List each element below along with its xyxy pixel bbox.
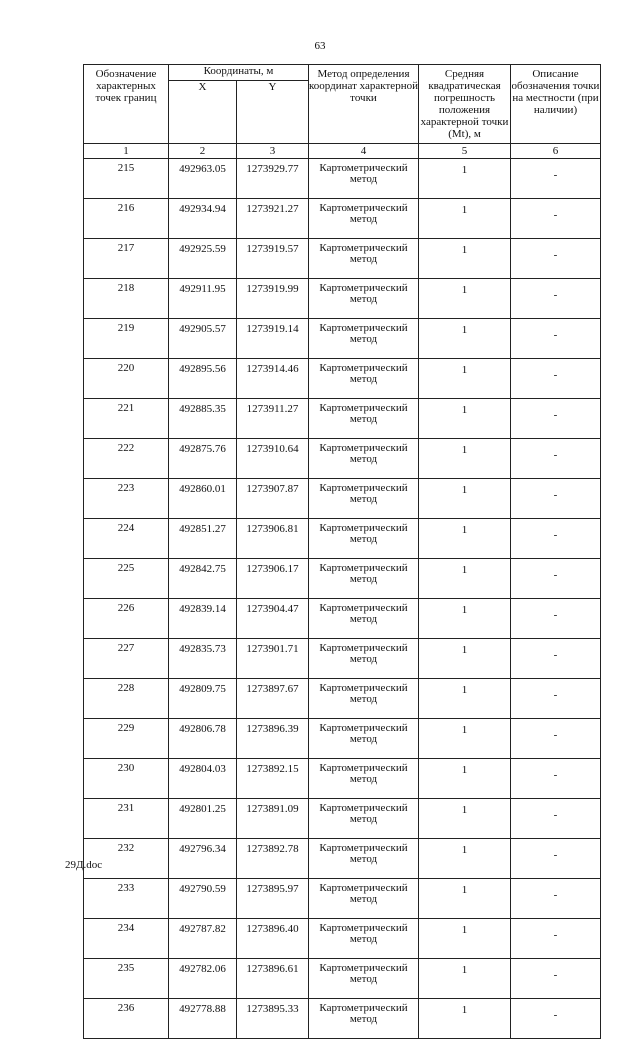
x-cell: 492885.35 bbox=[169, 399, 237, 439]
description-cell: - bbox=[511, 559, 601, 599]
x-cell: 492842.75 bbox=[169, 559, 237, 599]
description-cell: - bbox=[511, 639, 601, 679]
method-cell: Картометрический метод bbox=[309, 239, 419, 279]
y-cell: 1273904.47 bbox=[237, 599, 309, 639]
y-cell: 1273906.17 bbox=[237, 559, 309, 599]
table-row bbox=[84, 799, 601, 839]
description-cell: - bbox=[511, 519, 601, 559]
x-cell: 492801.25 bbox=[169, 799, 237, 839]
description-cell: - bbox=[511, 719, 601, 759]
accuracy-cell: 1 bbox=[419, 319, 511, 359]
method-cell: Картометрический метод bbox=[309, 519, 419, 559]
accuracy-cell: 1 bbox=[419, 599, 511, 639]
x-cell: 492796.34 bbox=[169, 839, 237, 879]
y-cell: 1273919.14 bbox=[237, 319, 309, 359]
table-row bbox=[84, 839, 601, 879]
accuracy-cell: 1 bbox=[419, 399, 511, 439]
point-cell: 226 bbox=[84, 599, 169, 639]
x-cell: 492839.14 bbox=[169, 599, 237, 639]
method-cell: Картометрический метод bbox=[309, 399, 419, 439]
method-cell: Картометрический метод bbox=[309, 719, 419, 759]
x-cell: 492851.27 bbox=[169, 519, 237, 559]
header-point: Обозначение характерных точек границ bbox=[84, 65, 169, 144]
y-cell: 1273919.57 bbox=[237, 239, 309, 279]
table-row bbox=[84, 639, 601, 679]
column-number-row bbox=[84, 144, 601, 159]
accuracy-cell: 1 bbox=[419, 919, 511, 959]
table-row bbox=[84, 519, 601, 559]
point-cell: 230 bbox=[84, 759, 169, 799]
table-row bbox=[84, 559, 601, 599]
accuracy-cell: 1 bbox=[419, 359, 511, 399]
column-number: 1 bbox=[84, 144, 169, 159]
point-cell: 217 bbox=[84, 239, 169, 279]
accuracy-cell: 1 bbox=[419, 679, 511, 719]
y-cell: 1273896.61 bbox=[237, 959, 309, 999]
accuracy-cell: 1 bbox=[419, 639, 511, 679]
y-cell: 1273896.40 bbox=[237, 919, 309, 959]
y-cell: 1273906.81 bbox=[237, 519, 309, 559]
accuracy-cell: 1 bbox=[419, 959, 511, 999]
method-cell: Картометрический метод bbox=[309, 799, 419, 839]
method-cell: Картометрический метод bbox=[309, 159, 419, 199]
point-cell: 222 bbox=[84, 439, 169, 479]
method-cell: Картометрический метод bbox=[309, 359, 419, 399]
description-cell: - bbox=[511, 919, 601, 959]
accuracy-cell: 1 bbox=[419, 239, 511, 279]
method-cell: Картометрический метод bbox=[309, 199, 419, 239]
y-cell: 1273897.67 bbox=[237, 679, 309, 719]
method-cell: Картометрический метод bbox=[309, 999, 419, 1039]
accuracy-cell: 1 bbox=[419, 719, 511, 759]
method-cell: Картометрический метод bbox=[309, 279, 419, 319]
method-cell: Картометрический метод bbox=[309, 679, 419, 719]
point-cell: 227 bbox=[84, 639, 169, 679]
method-cell: Картометрический метод bbox=[309, 639, 419, 679]
x-cell: 492806.78 bbox=[169, 719, 237, 759]
x-cell: 492925.59 bbox=[169, 239, 237, 279]
column-number: 2 bbox=[169, 144, 237, 159]
point-cell: 220 bbox=[84, 359, 169, 399]
point-cell: 228 bbox=[84, 679, 169, 719]
column-number: 3 bbox=[237, 144, 309, 159]
description-cell: - bbox=[511, 239, 601, 279]
point-cell: 236 bbox=[84, 999, 169, 1039]
accuracy-cell: 1 bbox=[419, 479, 511, 519]
y-cell: 1273907.87 bbox=[237, 479, 309, 519]
column-number: 4 bbox=[309, 144, 419, 159]
point-cell: 218 bbox=[84, 279, 169, 319]
x-cell: 492963.05 bbox=[169, 159, 237, 199]
description-cell: - bbox=[511, 959, 601, 999]
y-cell: 1273921.27 bbox=[237, 199, 309, 239]
point-cell: 224 bbox=[84, 519, 169, 559]
accuracy-cell: 1 bbox=[419, 799, 511, 839]
description-cell: - bbox=[511, 679, 601, 719]
x-cell: 492860.01 bbox=[169, 479, 237, 519]
table-row bbox=[84, 159, 601, 199]
description-cell: - bbox=[511, 279, 601, 319]
x-cell: 492809.75 bbox=[169, 679, 237, 719]
method-cell: Картометрический метод bbox=[309, 599, 419, 639]
accuracy-cell: 1 bbox=[419, 519, 511, 559]
x-cell: 492911.95 bbox=[169, 279, 237, 319]
table-row bbox=[84, 239, 601, 279]
description-cell: - bbox=[511, 159, 601, 199]
y-cell: 1273911.27 bbox=[237, 399, 309, 439]
x-cell: 492778.88 bbox=[169, 999, 237, 1039]
accuracy-cell: 1 bbox=[419, 839, 511, 879]
table-row bbox=[84, 679, 601, 719]
x-cell: 492804.03 bbox=[169, 759, 237, 799]
footer-filename: 29Д.doc bbox=[65, 859, 103, 871]
table-row bbox=[84, 279, 601, 319]
table-row bbox=[84, 999, 601, 1039]
x-cell: 492905.57 bbox=[169, 319, 237, 359]
column-number: 5 bbox=[419, 144, 511, 159]
x-cell: 492895.56 bbox=[169, 359, 237, 399]
description-cell: - bbox=[511, 599, 601, 639]
description-cell: - bbox=[511, 319, 601, 359]
method-cell: Картометрический метод bbox=[309, 759, 419, 799]
point-cell: 233 bbox=[84, 879, 169, 919]
y-cell: 1273891.09 bbox=[237, 799, 309, 839]
header-description: Описание обозначения точки на местности (при наличии) bbox=[511, 65, 601, 144]
description-cell: - bbox=[511, 839, 601, 879]
method-cell: Картометрический метод bbox=[309, 959, 419, 999]
point-cell: 223 bbox=[84, 479, 169, 519]
method-cell: Картометрический метод bbox=[309, 559, 419, 599]
x-cell: 492787.82 bbox=[169, 919, 237, 959]
table-row bbox=[84, 879, 601, 919]
y-cell: 1273896.39 bbox=[237, 719, 309, 759]
accuracy-cell: 1 bbox=[419, 279, 511, 319]
table-row bbox=[84, 719, 601, 759]
point-cell: 229 bbox=[84, 719, 169, 759]
table-row bbox=[84, 399, 601, 439]
point-cell: 234 bbox=[84, 919, 169, 959]
table-row bbox=[84, 599, 601, 639]
coordinates-table bbox=[83, 64, 601, 1039]
y-cell: 1273892.15 bbox=[237, 759, 309, 799]
point-cell: 221 bbox=[84, 399, 169, 439]
y-cell: 1273895.33 bbox=[237, 999, 309, 1039]
method-cell: Картометрический метод bbox=[309, 319, 419, 359]
header-y: Y bbox=[237, 81, 309, 144]
description-cell: - bbox=[511, 759, 601, 799]
column-number: 6 bbox=[511, 144, 601, 159]
description-cell: - bbox=[511, 999, 601, 1039]
y-cell: 1273929.77 bbox=[237, 159, 309, 199]
point-cell: 216 bbox=[84, 199, 169, 239]
x-cell: 492875.76 bbox=[169, 439, 237, 479]
table-row bbox=[84, 759, 601, 799]
table-row bbox=[84, 319, 601, 359]
method-cell: Картометрический метод bbox=[309, 439, 419, 479]
x-cell: 492934.94 bbox=[169, 199, 237, 239]
y-cell: 1273910.64 bbox=[237, 439, 309, 479]
page-number: 63 bbox=[314, 40, 326, 52]
y-cell: 1273914.46 bbox=[237, 359, 309, 399]
method-cell: Картометрический метод bbox=[309, 479, 419, 519]
method-cell: Картометрический метод bbox=[309, 879, 419, 919]
accuracy-cell: 1 bbox=[419, 999, 511, 1039]
table-row bbox=[84, 919, 601, 959]
point-cell: 231 bbox=[84, 799, 169, 839]
point-cell: 232 bbox=[84, 839, 169, 879]
point-cell: 235 bbox=[84, 959, 169, 999]
description-cell: - bbox=[511, 799, 601, 839]
description-cell: - bbox=[511, 439, 601, 479]
point-cell: 219 bbox=[84, 319, 169, 359]
x-cell: 492782.06 bbox=[169, 959, 237, 999]
table-row bbox=[84, 959, 601, 999]
table-row bbox=[84, 479, 601, 519]
header-coordinates: Координаты, м bbox=[169, 65, 309, 81]
table-row bbox=[84, 359, 601, 399]
method-cell: Картометрический метод bbox=[309, 919, 419, 959]
description-cell: - bbox=[511, 879, 601, 919]
header-x: X bbox=[169, 81, 237, 144]
accuracy-cell: 1 bbox=[419, 559, 511, 599]
description-cell: - bbox=[511, 199, 601, 239]
x-cell: 492835.73 bbox=[169, 639, 237, 679]
y-cell: 1273901.71 bbox=[237, 639, 309, 679]
table-row bbox=[84, 439, 601, 479]
accuracy-cell: 1 bbox=[419, 879, 511, 919]
description-cell: - bbox=[511, 399, 601, 439]
description-cell: - bbox=[511, 359, 601, 399]
y-cell: 1273895.97 bbox=[237, 879, 309, 919]
accuracy-cell: 1 bbox=[419, 759, 511, 799]
table-row bbox=[84, 199, 601, 239]
point-cell: 215 bbox=[84, 159, 169, 199]
y-cell: 1273892.78 bbox=[237, 839, 309, 879]
point-cell: 225 bbox=[84, 559, 169, 599]
header-method: Метод определения координат характерной точки bbox=[309, 65, 419, 144]
accuracy-cell: 1 bbox=[419, 159, 511, 199]
y-cell: 1273919.99 bbox=[237, 279, 309, 319]
accuracy-cell: 1 bbox=[419, 439, 511, 479]
header-accuracy: Средняя квадратическая погрешность положения характерной точки (Mt), м bbox=[419, 65, 511, 144]
accuracy-cell: 1 bbox=[419, 199, 511, 239]
x-cell: 492790.59 bbox=[169, 879, 237, 919]
method-cell: Картометрический метод bbox=[309, 839, 419, 879]
description-cell: - bbox=[511, 479, 601, 519]
